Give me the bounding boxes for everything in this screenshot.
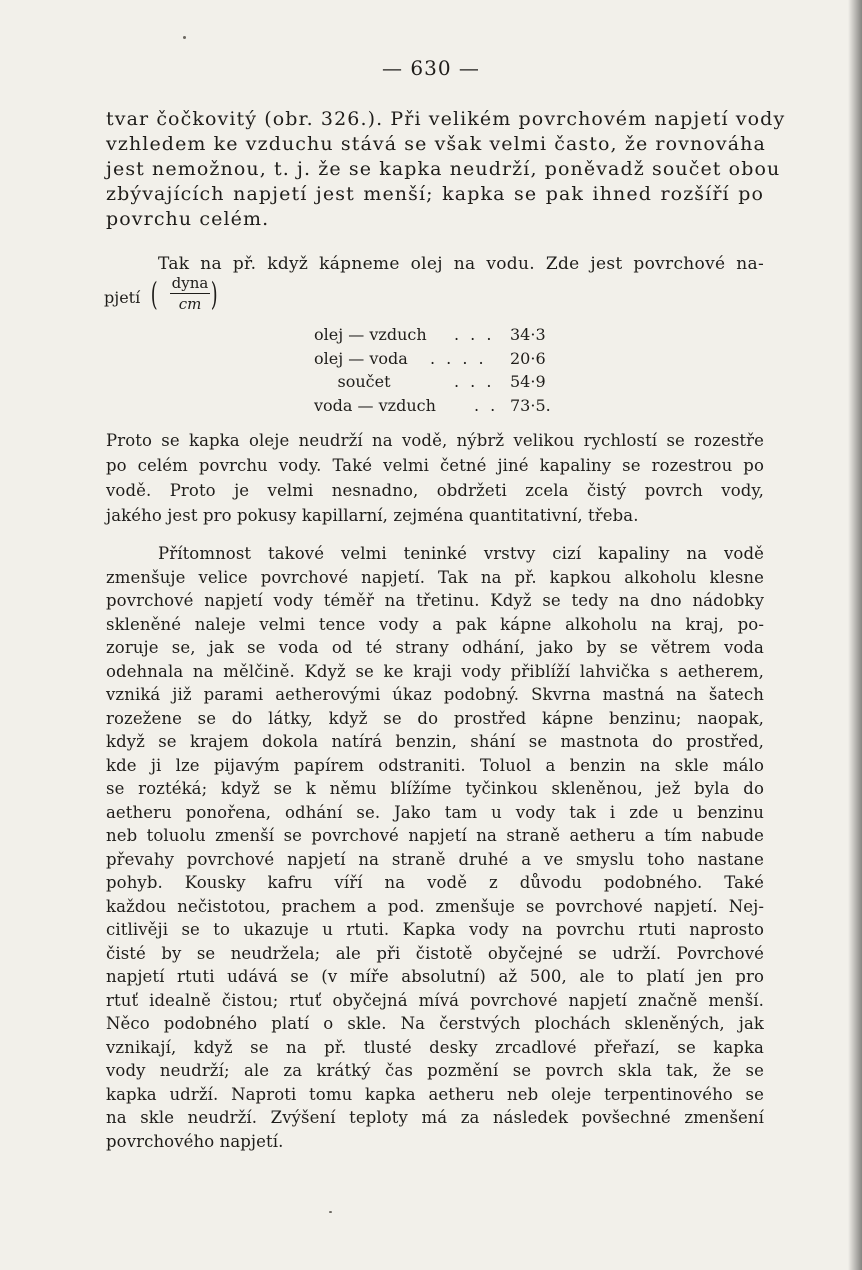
table-row: [314, 323, 574, 347]
text-line: povrchu celém.: [106, 208, 270, 230]
close-parenthesis: ): [210, 275, 218, 313]
paragraph-1: [106, 107, 786, 232]
paragraph-3: [106, 428, 764, 528]
row-label: olej — voda: [314, 348, 408, 368]
text-line: se roztéká; když se k němu blížíme tyčinkou skleněnou, jež byla do: [106, 779, 764, 798]
surface-tension-table: [314, 323, 574, 417]
text-line: převahy povrchové napjetí na straně druhé a ve smyslu toho nastane: [106, 849, 764, 869]
row-leader-dots: . . .: [454, 372, 495, 391]
fraction-bar: [170, 293, 210, 294]
row-label: součet: [337, 372, 391, 391]
text-line: jakého jest pro pokusy kapillarní, zejména quantitativní, třeba.: [106, 506, 639, 525]
text-line: po celém povrchu vody. Také velmi četné jiné kapaliny se rozestrou po: [106, 456, 764, 475]
row-label: voda — vzduch: [314, 395, 436, 415]
fraction-numerator: dyna: [171, 274, 209, 292]
text-line: odehnala na mělčině. Když se ke kraji vody přiblíží lahvička s aetherem,: [106, 661, 764, 681]
text-line: vzhledem ke vzduchu stává se však velmi často, že rovnováha: [106, 133, 766, 155]
text-line: kapka udrží. Naproti tomu kapka aetheru neb oleje terpentinového se: [106, 1084, 764, 1104]
text-line: citlivěji se to ukazuje u rtuti. Kapka vody na povrchu rtuti naprosto: [106, 920, 764, 939]
text-line: napjetí rtuti udává se (v míře absolutní) až 500, ale to platí jen pro: [106, 967, 764, 986]
text-line: aetheru ponořena, odhání se. Jako tam u vody tak i zde u benzinu: [106, 802, 764, 822]
unit-label: pjetí: [104, 288, 141, 307]
open-parenthesis: (: [150, 275, 158, 313]
text-line: zmenšuje velice povrchové napjetí. Tak na př. kapkou alkoholu klesne: [106, 567, 764, 587]
table-row: [314, 370, 574, 394]
paper-speck: [183, 36, 186, 39]
row-label: olej — vzduch: [314, 325, 427, 344]
text-line: Proto se kapka oleje neudrží na vodě, nýbrž velikou rychlostí se rozestře: [106, 431, 764, 450]
row-value: 34·3: [510, 325, 546, 344]
text-line: vody neudrží; ale za krátký čas pozmění se povrch skla tak, že se: [106, 1061, 764, 1080]
text-line: rozežene se do látky, když se do prostřed kápne benzinu; naopak,: [106, 708, 764, 728]
text-line: vzniká již parami aetherovými úkaz podobný. Skvrna mastná na šatech: [106, 685, 764, 704]
text-line: vznikají, když se na př. tlusté desky zrcadlové přeřazí, se kapka: [106, 1037, 764, 1057]
text-line: pohyb. Kousky kafru víří na vodě z důvodu podobného. Také: [106, 873, 764, 892]
text-line: skleněné naleje velmi tence vody a pak kápne alkoholu na kraj, po-: [106, 614, 764, 634]
text-line: povrchového napjetí.: [106, 1131, 284, 1151]
text-line: tvar čočkovitý (obr. 326.). Při velikém povrchovém napjetí vody: [106, 108, 786, 130]
page-edge-shadow: [848, 0, 862, 1270]
text-line: neb toluolu zmenší se povrchové napjetí na straně aetheru a tím nabude: [106, 826, 764, 845]
text-line: Něco podobného platí o skle. Na čerstvých plochách skleněných, jak: [106, 1014, 764, 1033]
text-line: zoruje se, jak se voda od té strany odhání, jako by se větrem voda: [106, 638, 764, 657]
table-row: [314, 394, 574, 418]
text-line: každou nečistotou, prachem a pod. zmenšuje se povrchové napjetí. Nej-: [106, 896, 764, 916]
text-line: rtuť idealně čistou; rtuť obyčejná mívá povrchové napjetí značně menší.: [106, 990, 764, 1010]
text-line: čisté by se neudržela; ale při čistotě obyčejné se udrží. Povrchové: [106, 943, 764, 963]
text-line: vodě. Proto je velmi nesnadno, obdržeti zcela čistý povrch vody,: [106, 481, 764, 500]
row-value: 54·9: [510, 372, 546, 391]
text-line: kde ji lze pijavým papírem odstraniti. Toluol a benzin na skle málo: [106, 755, 764, 775]
table-row: [314, 347, 574, 371]
unit-fraction: [170, 274, 210, 313]
fraction-denominator: cm: [178, 295, 202, 313]
text-line: na skle neudrží. Zvýšení teploty má za následek povšechné zmenšení: [106, 1108, 764, 1127]
text-line: jest nemožnou, t. j. že se kapka neudrží, poněvadž součet obou: [106, 158, 781, 180]
page-number: — 630 —: [382, 56, 480, 80]
row-value: 20·6: [510, 348, 546, 368]
row-leader-dots: . .: [474, 395, 499, 415]
text-line: povrchové napjetí vody téměř na třetinu. Když se tedy na dno nádobky: [106, 591, 764, 610]
row-leader-dots: . . .: [454, 325, 495, 344]
text-line: zbývajících napjetí jest menší; kapka se pak ihned rozšíří po: [106, 183, 764, 205]
paper-speck: [329, 1211, 332, 1213]
row-leader-dots: . . . .: [430, 348, 487, 368]
row-value: 73·5.: [510, 395, 551, 415]
paragraph-4: [106, 542, 764, 1153]
text-line: Tak na př. když kápneme olej na vodu. Zde jest povrchové na-: [158, 254, 764, 274]
text-line: když se krajem dokola natírá benzin, shání se mastnota do prostřed,: [106, 732, 764, 751]
text-line: Přítomnost takové velmi teninké vrstvy cizí kapaliny na vodě: [158, 544, 764, 563]
